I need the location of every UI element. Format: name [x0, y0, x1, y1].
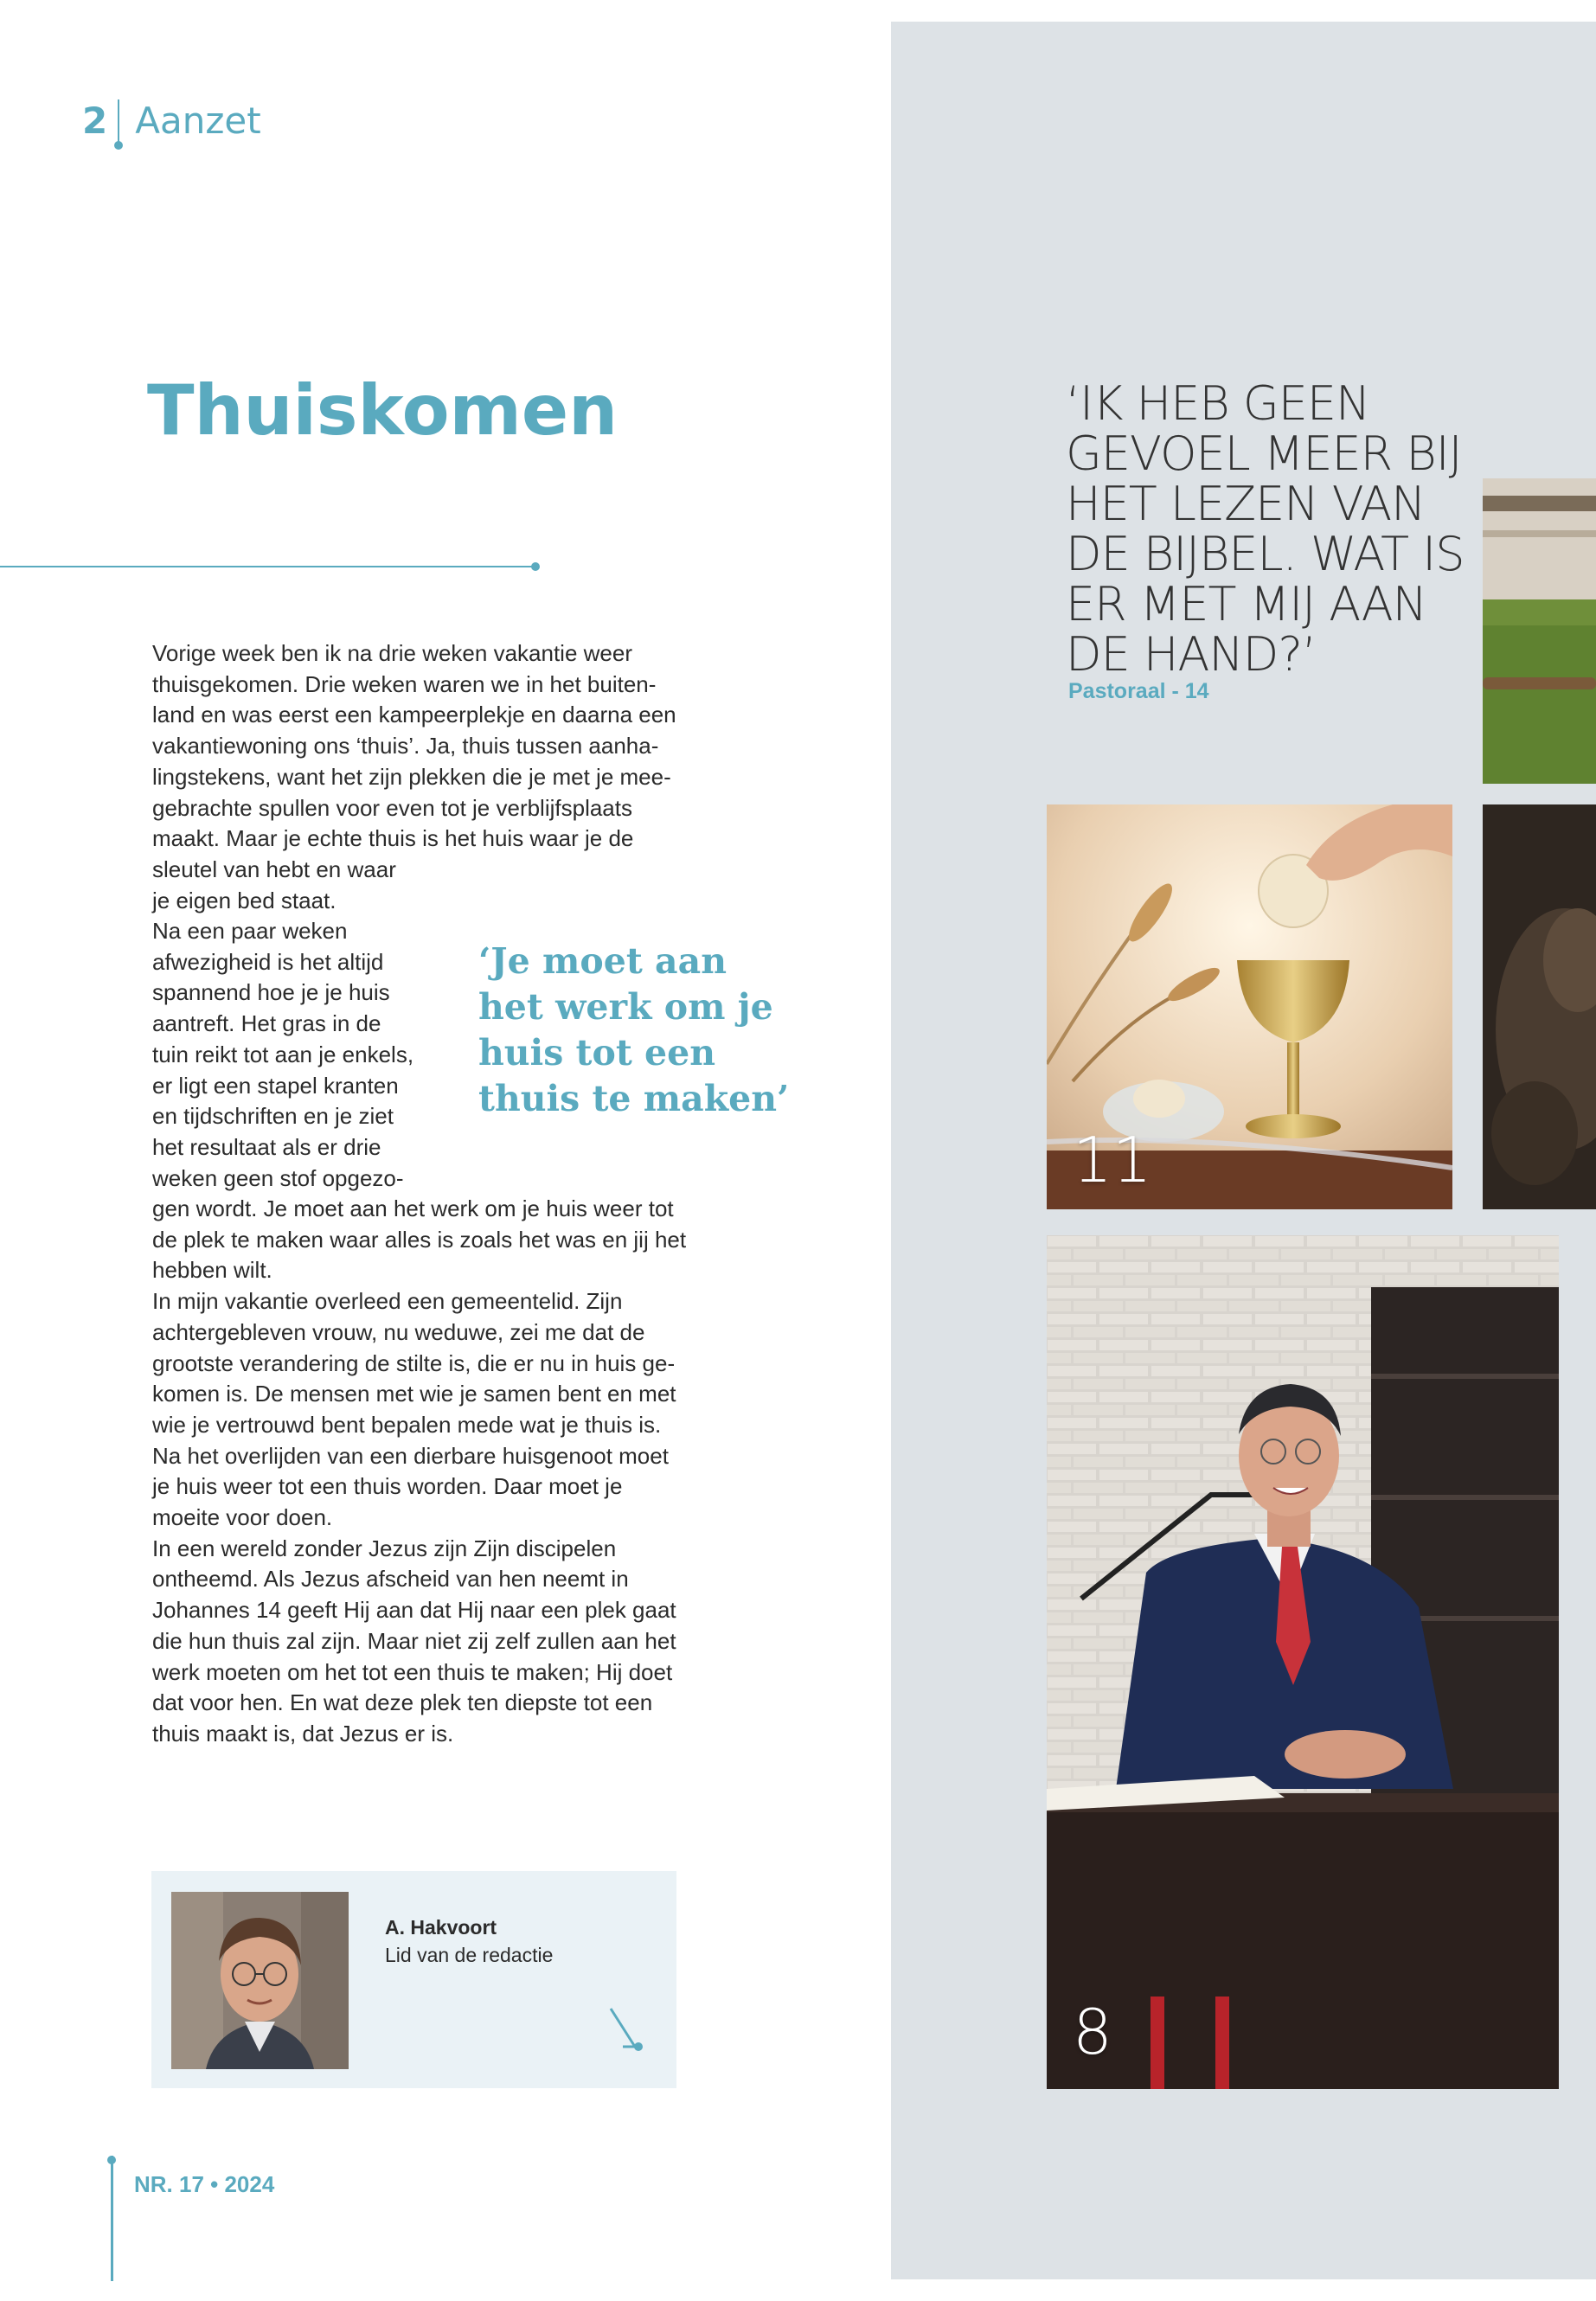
- footer-rule: [111, 2156, 113, 2281]
- body-line: er ligt een stapel kranten: [152, 1072, 399, 1099]
- pen-mark-icon: [606, 2005, 645, 2057]
- thumb-portrait[interactable]: [1047, 1235, 1559, 2089]
- body-line: je eigen bed staat.: [152, 887, 337, 913]
- body-line: thuisgekomen. Drie weken waren we in het buiten-: [152, 670, 657, 697]
- body-line: wie je vertrouwd bent bepalen mede wat je thuis is.: [152, 1411, 662, 1438]
- section-title: Aanzet: [135, 99, 261, 142]
- author-name: A. Hakvoort: [385, 1916, 497, 1939]
- article-title: Thuiskomen: [147, 370, 619, 451]
- body-line: gen wordt. Je moet aan het werk om je huis weer tot: [152, 1195, 674, 1221]
- body-line: het resultaat als er drie: [152, 1133, 381, 1160]
- body-line: In mijn vakantie overleed een gemeentelid. Zijn: [152, 1288, 623, 1315]
- body-line: dat voor hen. En wat deze plek ten diepste tot een: [152, 1689, 653, 1716]
- thumb-portrait-page: 8: [1073, 1996, 1112, 2068]
- body-line: thuis maakt is, dat Jezus er is.: [152, 1720, 454, 1747]
- body-line: Vorige week ben ik na drie weken vakantie weer: [152, 640, 632, 666]
- body-line: afwezigheid is het altijd: [152, 948, 384, 975]
- section-header: [82, 95, 261, 147]
- issue-label: NR. 17 • 2024: [134, 2171, 275, 2197]
- thumb-dark-partial[interactable]: [1483, 804, 1596, 1209]
- body-line: werk moeten om het tot een thuis te maken; Hij doet: [152, 1658, 673, 1685]
- body-line: je huis weer tot een thuis worden. Daar moet je: [152, 1473, 623, 1500]
- footer-rule-dot: [107, 2156, 116, 2164]
- body-line: vakantiewoning ons ‘thuis’. Ja, thuis tussen aanha-: [152, 733, 659, 760]
- body-line: en tijdschriften en je ziet: [152, 1103, 394, 1130]
- thumb-communion[interactable]: [1047, 804, 1452, 1209]
- body-line: de plek te maken waar alles is zoals het was en jij het: [152, 1226, 687, 1253]
- body-line: ontheemd. Als Jezus afscheid van hen neemt in: [152, 1566, 629, 1593]
- body-line: die hun thuis zal zijn. Maar niet zij zelf zullen aan het: [152, 1627, 676, 1654]
- author-photo: [171, 1892, 349, 2069]
- teaser-quote: ‘IK HEB GEEN GEVOEL MEER BIJ HET LEZEN VAN DE BIJBEL. WAT IS ER MET MIJ AAN DE HAND?’: [1066, 376, 1465, 682]
- thumb-communion-page: 11: [1073, 1124, 1152, 1196]
- body-line: land en was eerst een kampeerplekje en daarna een: [152, 702, 676, 728]
- body-line: Johannes 14 geeft Hij aan dat Hij naar een plek gaat: [152, 1597, 676, 1624]
- body-text-top: [152, 638, 676, 916]
- body-line: maakt. Maar je echte thuis is het huis waar je de: [152, 825, 634, 852]
- body-line: komen is. De mensen met wie je samen bent en met: [152, 1381, 676, 1407]
- title-rule-dot: [531, 562, 540, 571]
- title-rule: [0, 566, 535, 567]
- body-line: grootste verandering de stilte is, die er nu in huis ge-: [152, 1349, 676, 1376]
- body-line: achtergebleven vrouw, nu weduwe, zei me dat de: [152, 1318, 645, 1345]
- body-line: lingstekens, want het zijn plekken die je met je mee-: [152, 763, 671, 790]
- body-line: spannend hoe je je huis: [152, 979, 390, 1006]
- body-text-bottom: [152, 1194, 686, 1750]
- page-number: 2: [82, 99, 108, 142]
- body-line: sleutel van hebt en waar: [152, 856, 396, 882]
- body-line: aantreft. Het gras in de: [152, 1010, 381, 1037]
- body-line: weken geen stof opgezo-: [152, 1164, 404, 1191]
- body-line: Na het overlijden van een dierbare huisgenoot moet: [152, 1442, 669, 1469]
- body-line: Na een paar weken: [152, 918, 348, 944]
- body-line: tuin reikt tot aan je enkels,: [152, 1041, 414, 1067]
- teaser-reference[interactable]: Pastoraal - 14: [1068, 679, 1209, 703]
- body-line: In een wereld zonder Jezus zijn Zijn discipelen: [152, 1535, 617, 1561]
- body-line: moeite voor doen.: [152, 1504, 333, 1531]
- author-role: Lid van de redactie: [385, 1944, 554, 1966]
- header-separator: [118, 99, 119, 143]
- body-line: hebben wilt.: [152, 1257, 272, 1284]
- thumb-grass-partial[interactable]: [1483, 478, 1596, 784]
- pull-quote: ‘Je moet aan het werk om je huis tot een thuis te maken’: [478, 940, 790, 1119]
- body-text-side: [152, 916, 413, 1194]
- body-line: gebrachte spullen voor even tot je verblijfsplaats: [152, 794, 632, 821]
